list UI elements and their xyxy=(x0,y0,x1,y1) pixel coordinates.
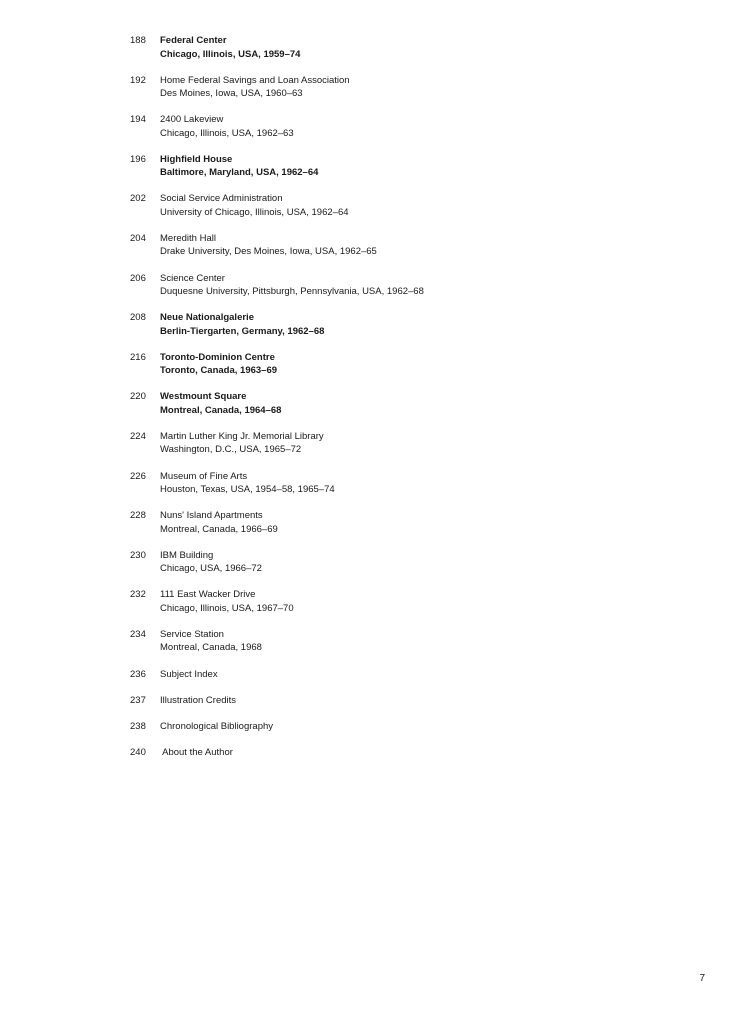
toc-entry-title: IBM Building xyxy=(160,549,214,561)
toc-entry-location: University of Chicago, Illinois, USA, 1962–64 xyxy=(160,206,349,218)
toc-entry-location: Montreal, Canada, 1968 xyxy=(160,642,262,654)
toc-entry-text xyxy=(160,192,349,219)
toc-entry-title: Meredith Hall xyxy=(160,232,216,244)
toc-entry-title: 2400 Lakeview xyxy=(160,114,224,126)
toc-entry-location: Chicago, Illinois, USA, 1962–63 xyxy=(160,127,294,139)
toc-entry-page-number: 216 xyxy=(130,351,146,363)
toc-entry-page-number: 202 xyxy=(130,193,146,205)
toc-entry xyxy=(130,430,690,457)
toc-entry-text xyxy=(160,430,324,457)
toc-entry-text xyxy=(160,509,278,536)
toc-entry-title: Neue Nationalgalerie xyxy=(160,312,254,324)
toc-entry-location: Des Moines, Iowa, USA, 1960–63 xyxy=(160,88,303,100)
toc-entry-text xyxy=(160,694,236,708)
toc-entry-page-number: 232 xyxy=(130,589,146,601)
toc-entry xyxy=(130,311,690,338)
toc-entry xyxy=(130,192,690,219)
toc-entry-location: Montreal, Canada, 1964–68 xyxy=(160,404,282,416)
toc-entry-text xyxy=(160,588,294,615)
toc-entry-title: Subject Index xyxy=(160,668,218,680)
toc-entry xyxy=(130,153,690,180)
toc-entry-page-number: 220 xyxy=(130,391,146,403)
toc-entry-text xyxy=(160,746,233,760)
toc-entry xyxy=(130,351,690,378)
toc-entry-location: Duquesne University, Pittsburgh, Pennsylvania, USA, 1962–68 xyxy=(160,286,424,298)
toc-entry-title: Highfield House xyxy=(160,153,233,165)
toc-entry-page-number: 194 xyxy=(130,114,146,126)
toc-entry xyxy=(130,113,690,140)
toc-entry-title: Service Station xyxy=(160,628,224,640)
toc-entry xyxy=(130,628,690,655)
toc-entry-page-number: 238 xyxy=(130,720,146,732)
toc-entry-location: Toronto, Canada, 1963–69 xyxy=(160,365,278,377)
toc-entry-location: Chicago, USA, 1966–72 xyxy=(160,563,262,575)
toc-entry-page-number: 236 xyxy=(130,668,146,680)
toc-entry-page-number: 237 xyxy=(130,694,146,706)
toc-entry-page-number: 230 xyxy=(130,549,146,561)
toc-entry xyxy=(130,470,690,497)
toc-entry xyxy=(130,694,690,708)
toc-entry-page-number: 228 xyxy=(130,510,146,522)
toc-entry-page-number: 240 xyxy=(130,746,146,758)
toc-entry-location: Houston, Texas, USA, 1954–58, 1965–74 xyxy=(160,484,335,496)
toc-entry-title: Home Federal Savings and Loan Association xyxy=(160,74,350,86)
toc-entry-title: Nuns' Island Apartments xyxy=(160,510,263,522)
table-of-contents xyxy=(130,34,690,772)
toc-entry-location: Baltimore, Maryland, USA, 1962–64 xyxy=(160,167,319,179)
toc-entry-text xyxy=(160,34,300,61)
toc-entry-location: Washington, D.C., USA, 1965–72 xyxy=(160,444,302,456)
toc-entry xyxy=(130,34,690,61)
toc-entry-text xyxy=(160,153,318,180)
toc-entry-text xyxy=(160,549,262,576)
toc-entry-page-number: 188 xyxy=(130,35,146,46)
toc-entry-page-number: 204 xyxy=(130,232,146,244)
toc-entry xyxy=(130,232,690,259)
toc-entry-title: Toronto-Dominion Centre xyxy=(160,351,275,363)
toc-entry xyxy=(130,746,690,760)
toc-entry-title: Federal Center xyxy=(160,35,227,46)
toc-entry-text xyxy=(160,232,377,259)
toc-entry-title: Westmount Square xyxy=(160,391,247,403)
toc-entry-title: About the Author xyxy=(160,746,233,758)
toc-entry xyxy=(130,272,690,299)
toc-entry-page-number: 196 xyxy=(130,153,146,165)
toc-entry-text xyxy=(160,113,294,140)
toc-entry-title: Social Service Administration xyxy=(160,193,283,205)
toc-entry-title: Museum of Fine Arts xyxy=(160,470,248,482)
toc-entry-page-number: 224 xyxy=(130,430,146,442)
toc-entry xyxy=(130,668,690,682)
toc-entry-text xyxy=(160,74,350,101)
toc-entry-location: Berlin-Tiergarten, Germany, 1962–68 xyxy=(160,325,325,337)
toc-entry xyxy=(130,720,690,734)
toc-entry-title: Illustration Credits xyxy=(160,694,237,706)
toc-entry-text xyxy=(160,390,281,417)
toc-entry-text xyxy=(160,351,277,378)
toc-entry-title: Chronological Bibliography xyxy=(160,720,274,732)
toc-entry-location: Drake University, Des Moines, Iowa, USA, 1962–65 xyxy=(160,246,377,258)
toc-entry-text xyxy=(160,470,335,497)
toc-entry-text xyxy=(160,272,424,299)
toc-entry xyxy=(130,588,690,615)
toc-entry xyxy=(130,74,690,101)
toc-entry-location: Montreal, Canada, 1966–69 xyxy=(160,523,278,535)
toc-entry-page-number: 192 xyxy=(130,74,146,86)
page-number: 7 xyxy=(699,973,705,984)
toc-entry-page-number: 208 xyxy=(130,312,146,324)
toc-entry-text xyxy=(160,311,324,338)
toc-entry-text xyxy=(160,720,273,734)
toc-entry-page-number: 206 xyxy=(130,272,146,284)
toc-entry-location: Chicago, Illinois, USA, 1967–70 xyxy=(160,602,294,614)
toc-entry xyxy=(130,390,690,417)
toc-entry-text xyxy=(160,628,262,655)
toc-entry xyxy=(130,509,690,536)
toc-entry xyxy=(130,549,690,576)
toc-entry-location: Chicago, Illinois, USA, 1959–74 xyxy=(160,48,301,60)
toc-entry-title: Science Center xyxy=(160,272,225,284)
toc-entry-title: Martin Luther King Jr. Memorial Library xyxy=(160,430,324,442)
toc-entry-title: 111 East Wacker Drive xyxy=(160,589,256,601)
toc-entry-text xyxy=(160,668,218,682)
toc-entry-page-number: 226 xyxy=(130,470,146,482)
toc-entry-page-number: 234 xyxy=(130,628,146,640)
